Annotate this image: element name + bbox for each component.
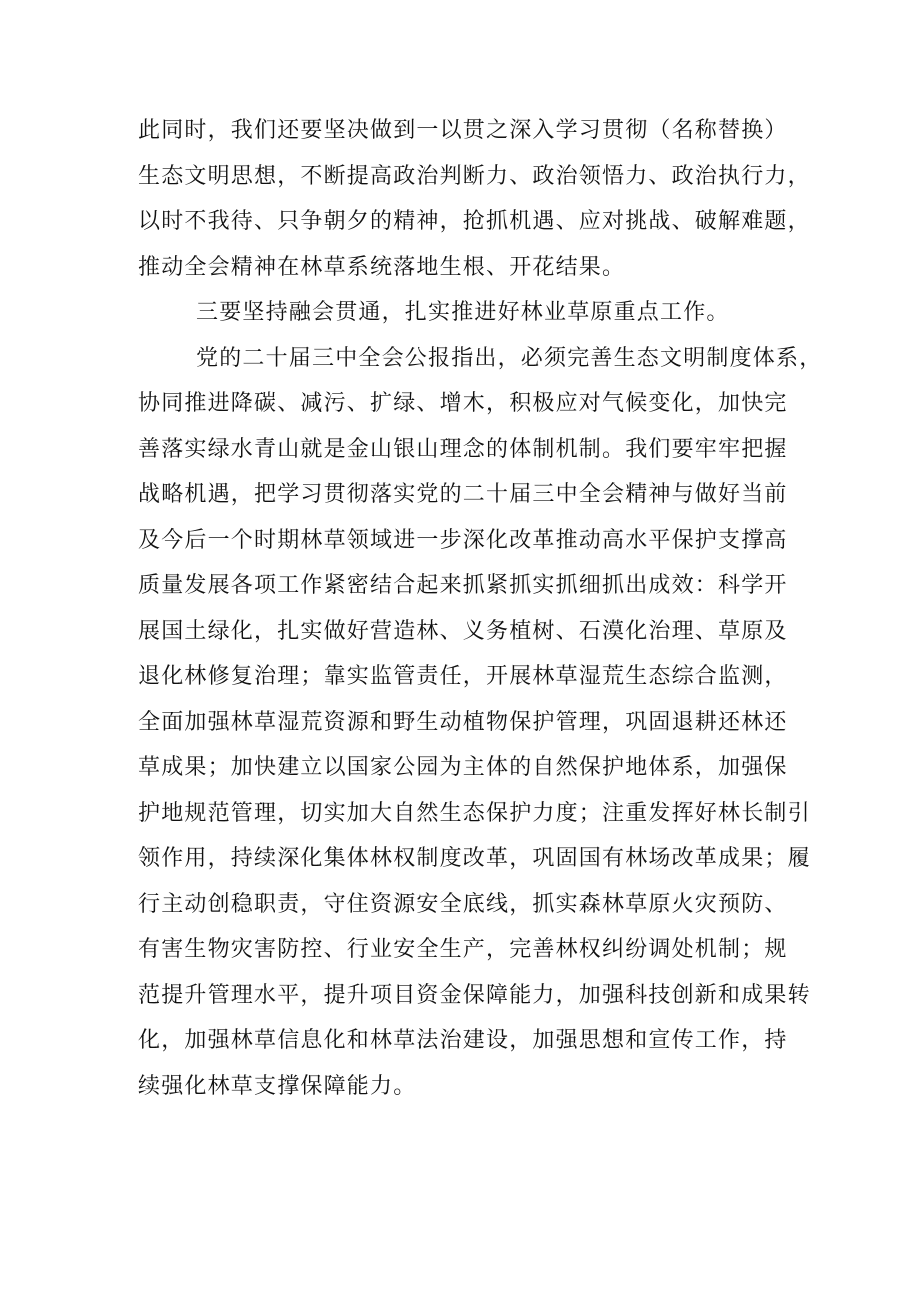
paragraph-2-line: 党的二十届三中全会公报指出，必须完善生态文明制度体系，	[196, 345, 823, 371]
paragraph-2	[138, 336, 823, 1110]
paragraph-2-line: 善落实绿水青山就是金山银山理念的体制机制。我们要牢牢把握	[138, 436, 788, 462]
paragraph-2-line: 领作用，持续深化集体林权制度改革，巩固国有林场改革成果；履	[138, 846, 811, 871]
paragraph-1	[138, 108, 811, 290]
paragraph-1-line: 推动全会精神在林草系统落地生根、开花结果。	[138, 254, 626, 280]
paragraph-2-line: 质量发展各项工作紧密结合起来抓紧抓实抓细抓出成效：科学开	[138, 573, 788, 598]
paragraph-2-line: 续强化林草支撑保障能力。	[138, 1073, 417, 1099]
paragraph-2-line: 协同推进降碳、减污、扩绿、增木，积极应对气候变化，加快完	[138, 391, 788, 416]
paragraph-2-line: 护地规范管理，切实加大自然生态保护力度；注重发挥好林长制引	[138, 800, 811, 826]
paragraph-2-line: 化，加强林草信息化和林草法治建设，加强思想和宣传工作，持	[138, 1028, 788, 1053]
document-body	[138, 108, 823, 1109]
paragraph-2-line: 范提升管理水平，提升项目资金保障能力，加强科技创新和成果转	[138, 982, 811, 1008]
paragraph-2-line: 退化林修复治理；靠实监管责任，开展林草湿荒生态综合监测，	[138, 664, 788, 689]
paragraph-1-line: 此同时，我们还要坚决做到一以贯之深入学习贯彻（名称替换）	[138, 118, 788, 143]
paragraph-2-line: 展国土绿化，扎实做好营造林、义务植树、石漠化治理、草原及	[138, 618, 788, 644]
paragraph-2-line: 草成果；加快建立以国家公园为主体的自然保护地体系，加强保	[138, 755, 788, 780]
paragraph-2-line: 行主动创稳职责，守住资源安全底线，抓实森林草原火灾预防、	[138, 891, 788, 917]
paragraph-2-line: 及今后一个时期林草领域进一步深化改革推动高水平保护支撑高	[138, 527, 788, 553]
paragraph-1-line: 以时不我待、只争朝夕的精神，抢抓机遇、应对挑战、破解难题，	[138, 209, 811, 234]
paragraph-2-line: 全面加强林草湿荒资源和野生动植物保护管理，巩固退耕还林还	[138, 709, 788, 735]
paragraph-1-line: 生态文明思想，不断提高政治判断力、政治领悟力、政治执行力，	[138, 163, 811, 189]
section-heading	[138, 290, 798, 336]
paragraph-2-line: 有害生物灾害防控、行业安全生产，完善林权纠纷调处机制；规	[138, 937, 788, 962]
paragraph-2-line: 战略机遇，把学习贯彻落实党的二十届三中全会精神与做好当前	[138, 482, 788, 507]
section-heading-text: 三要坚持融会贯通，扎实推进好林业草原重点工作。	[196, 300, 730, 325]
